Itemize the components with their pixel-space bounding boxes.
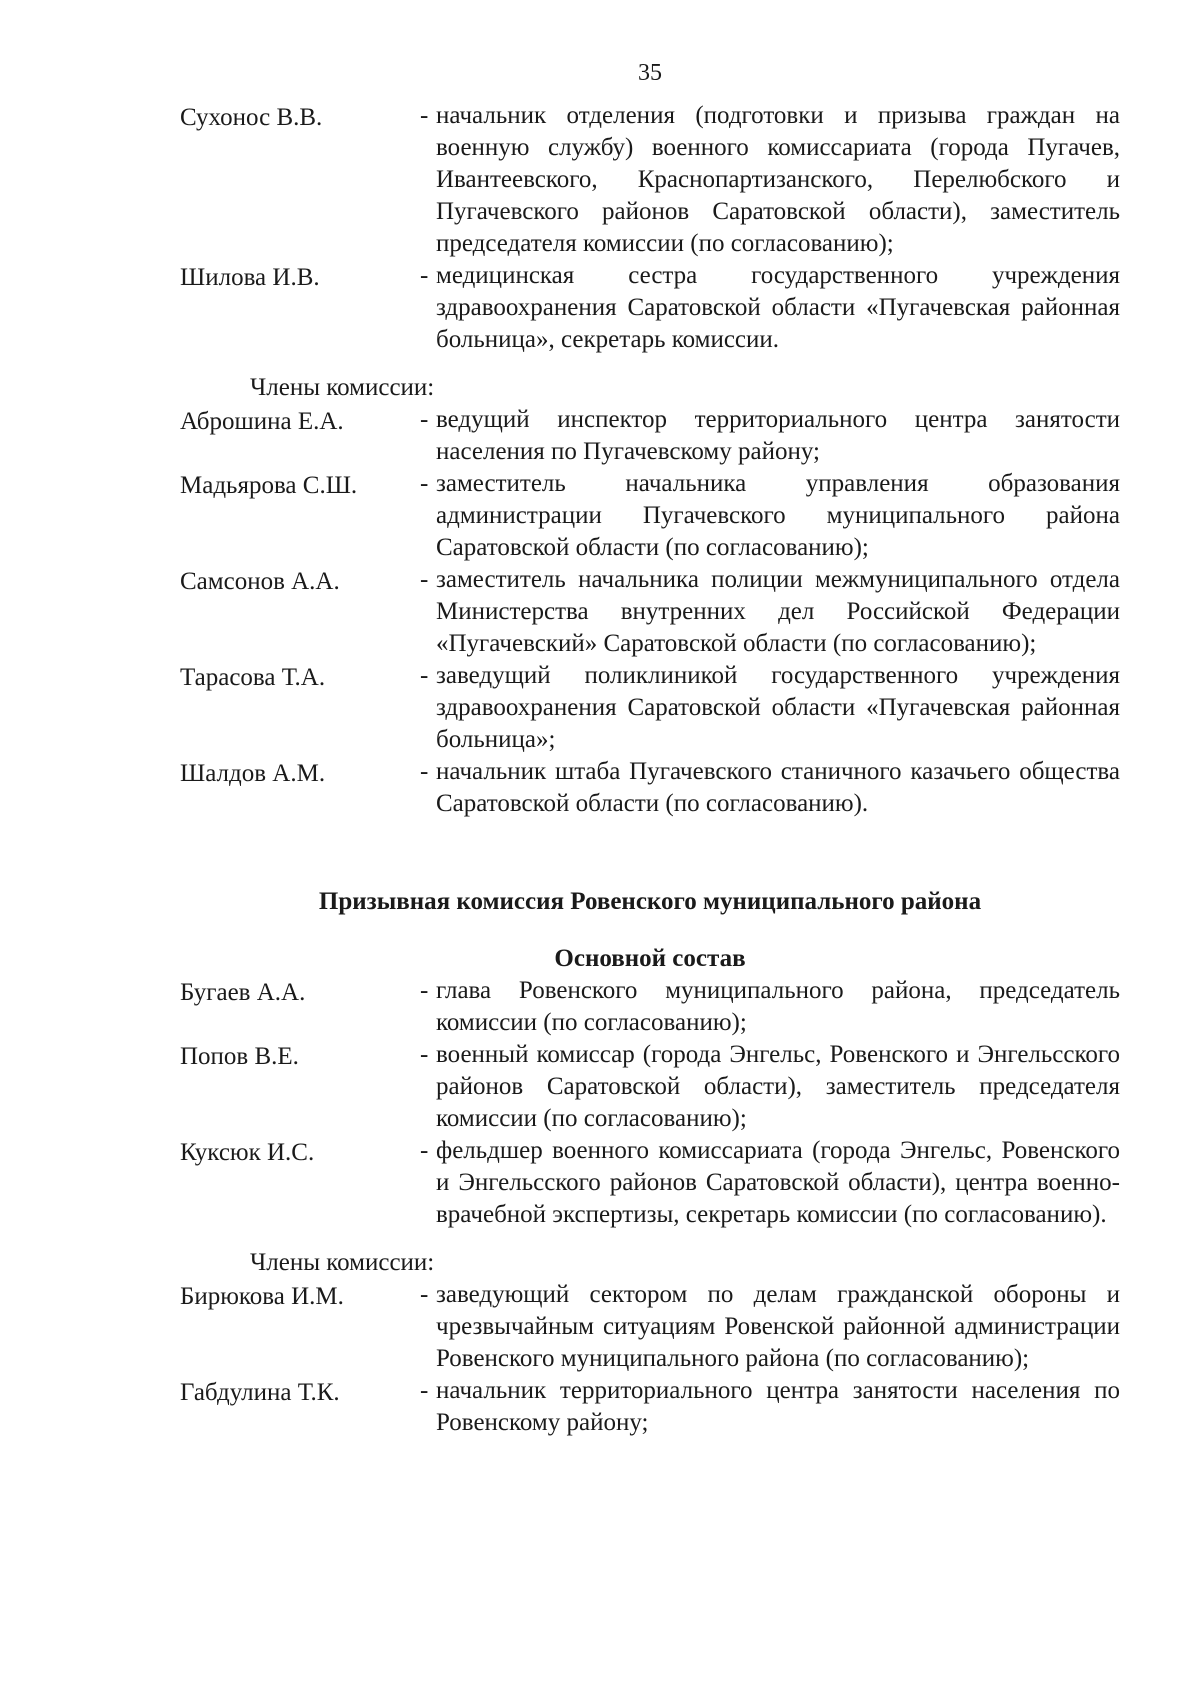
dash-mark: -: [420, 262, 429, 289]
member-row: [180, 1135, 1120, 1231]
members-label: Члены комиссии:: [250, 1249, 435, 1276]
dash-mark: -: [420, 1041, 429, 1068]
member-row: [180, 975, 1120, 1039]
member-description: [420, 756, 1120, 820]
member-description: [420, 975, 1120, 1039]
dash-mark: -: [420, 1137, 429, 1164]
member-role: начальник отделения (подготовки и призыва граждан на военную службу) военного комиссариата (города Пугачев, Ивантеевского, Краснопартизанского, Перелюбского и Пугачевского районов Саратовской области), заместитель председателя комиссии (по согласованию);: [436, 102, 1120, 257]
member-role: заведующий сектором по делам гражданской обороны и чрезвычайным ситуациям Ровенской районной администрации Ровенского муниципального района (по согласованию);: [436, 1281, 1120, 1372]
member-description: [420, 1375, 1120, 1439]
member-role: медицинская сестра государственного учреждения здравоохранения Саратовской области «Пугачевская районная больница», секретарь комиссии.: [436, 262, 1120, 353]
page-number: 35: [638, 60, 662, 86]
dash-mark: -: [420, 406, 429, 433]
member-description: [420, 660, 1120, 756]
member-row: [180, 260, 1120, 356]
member-row: [180, 404, 1120, 468]
member-description: [420, 1279, 1120, 1375]
dash-mark: -: [420, 1281, 429, 1308]
member-role: начальник штаба Пугачевского станичного казачьего общества Саратовской области (по согласованию).: [436, 758, 1120, 817]
member-role: начальник территориального центра занятости населения по Ровенскому району;: [436, 1377, 1120, 1436]
commission-heading: Призывная комиссия Ровенского муниципального района: [318, 888, 982, 915]
member-row: [180, 468, 1120, 564]
member-description: [420, 1039, 1120, 1135]
member-description: [420, 260, 1120, 356]
member-row: [180, 1039, 1120, 1135]
member-row: [180, 564, 1120, 660]
member-name: Сухонос В.В.: [180, 104, 323, 131]
commission-block-rovensky: [180, 975, 1120, 1439]
member-name: Бугаев А.А.: [180, 979, 306, 1006]
member-name: Габдулина Т.К.: [180, 1379, 340, 1406]
member-name: Мадьярова С.Ш.: [180, 472, 358, 499]
member-role: глава Ровенского муниципального района, председатель комиссии (по согласованию);: [436, 977, 1120, 1036]
member-row: [180, 660, 1120, 756]
dash-mark: -: [420, 662, 429, 689]
dash-mark: -: [420, 566, 429, 593]
member-row: [180, 100, 1120, 260]
member-role: военный комиссар (города Энгельс, Ровенского и Энгельсского районов Саратовской области), заместитель председателя комиссии (по согласованию);: [436, 1041, 1120, 1132]
dash-mark: -: [420, 1377, 429, 1404]
member-name: Бирюкова И.М.: [180, 1283, 344, 1310]
member-row: [180, 1375, 1120, 1439]
member-description: [420, 404, 1120, 468]
member-name: Куксюк И.С.: [180, 1139, 315, 1166]
member-role: ведущий инспектор территориального центра занятости населения по Пугачевскому району;: [436, 406, 1120, 465]
member-name: Попов В.Е.: [180, 1043, 299, 1070]
member-description: [420, 564, 1120, 660]
member-name: Шалдов А.М.: [180, 760, 326, 787]
member-name: Самсонов А.А.: [180, 568, 340, 595]
member-description: [420, 468, 1120, 564]
commission-block-pugachev: [180, 100, 1120, 820]
member-role: заместитель начальника управления образования администрации Пугачевского муниципального района Саратовской области (по согласованию);: [436, 470, 1120, 561]
member-role: заведущий поликлиникой государственного учреждения здравоохранения Саратовской области «Пугачевская районная больница»;: [436, 662, 1120, 753]
composition-heading: Основной состав: [554, 945, 746, 972]
dash-mark: -: [420, 758, 429, 785]
member-name: Аброшина Е.А.: [180, 408, 344, 435]
member-role: заместитель начальника полиции межмуниципального отдела Министерства внутренних дел Российской Федерации «Пугачевский» Саратовской области (по согласованию);: [436, 566, 1120, 657]
member-role: фельдшер военного комиссариата (города Энгельс, Ровенского и Энгельсского районов Саратовской области), центра военно-врачебной экспертизы, секретарь комиссии (по согласованию).: [436, 1137, 1120, 1228]
dash-mark: -: [420, 977, 429, 1004]
dash-mark: -: [420, 470, 429, 497]
member-row: [180, 756, 1120, 820]
member-description: [420, 100, 1120, 260]
member-row: [180, 1279, 1120, 1375]
member-name: Тарасова Т.А.: [180, 664, 326, 691]
member-description: [420, 1135, 1120, 1231]
member-name: Шилова И.В.: [180, 264, 320, 291]
dash-mark: -: [420, 102, 429, 129]
members-label: Члены комиссии:: [250, 374, 435, 401]
